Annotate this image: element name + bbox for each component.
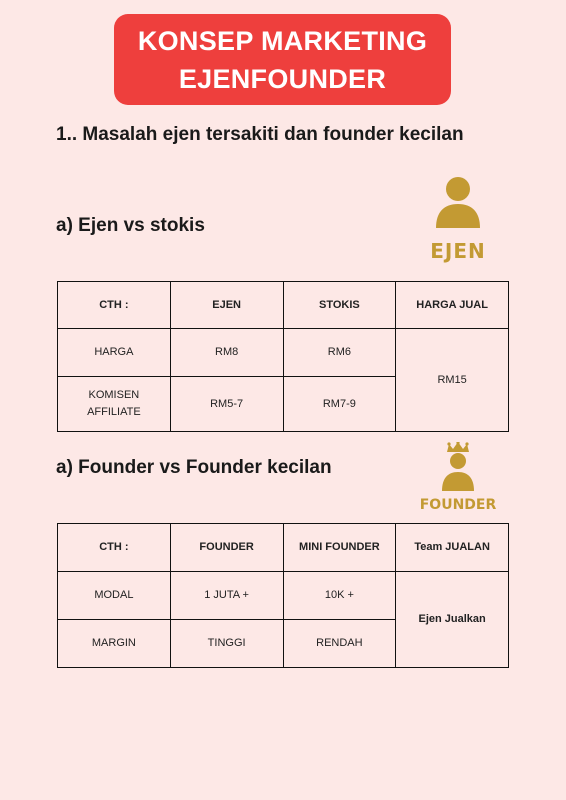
table-header-cell: CTH : [58,282,171,329]
founder-badge [418,442,498,513]
main-heading: 1.. Masalah ejen tersakiti dan founder kecilan [56,124,464,145]
person-icon [432,174,484,230]
founder-badge-label: FOUNDER [419,497,497,513]
table-cell: MARGIN [58,620,171,668]
table-header-cell: MINI FOUNDER [283,524,396,572]
table-header-cell: Team JUALAN [396,524,509,572]
merged-price-cell: RM15 [396,329,509,432]
table-cell: TINGGI [170,620,283,668]
table-row [58,572,509,620]
table-header-cell: FOUNDER [170,524,283,572]
ejen-vs-stokis-table [57,281,509,432]
table-cell: HARGA [58,329,171,377]
ejen-badge-label: EJEN [430,239,486,263]
table-cell: RM5-7 [170,377,283,432]
crowned-person-icon [438,442,478,492]
table-header-cell: CTH : [58,524,171,572]
table-header-cell: STOKIS [283,282,396,329]
table-cell: RM6 [283,329,396,377]
table-cell: RM8 [170,329,283,377]
table-cell: KOMISEN AFFILIATE [58,377,171,432]
table-cell: MODAL [58,572,171,620]
section-b-heading: a) Founder vs Founder kecilan [56,457,332,478]
ejen-badge [418,174,498,263]
title-banner [114,14,451,105]
founder-vs-founder-kecilan-table [57,523,509,668]
table-header-row [58,282,509,329]
table-cell: RENDAH [283,620,396,668]
table-header-row [58,524,509,572]
section-a-heading: a) Ejen vs stokis [56,215,205,236]
table-cell: RM7-9 [283,377,396,432]
title-line-1: KONSEP MARKETING [137,26,428,56]
title-line-2: EJENFOUNDER [178,64,387,94]
table-row [58,329,509,377]
merged-team-cell: Ejen Jualkan [396,572,509,668]
table-header-cell: EJEN [170,282,283,329]
table-cell: 10K + [283,572,396,620]
table-header-cell: HARGA JUAL [396,282,509,329]
table-cell: 1 JUTA + [170,572,283,620]
